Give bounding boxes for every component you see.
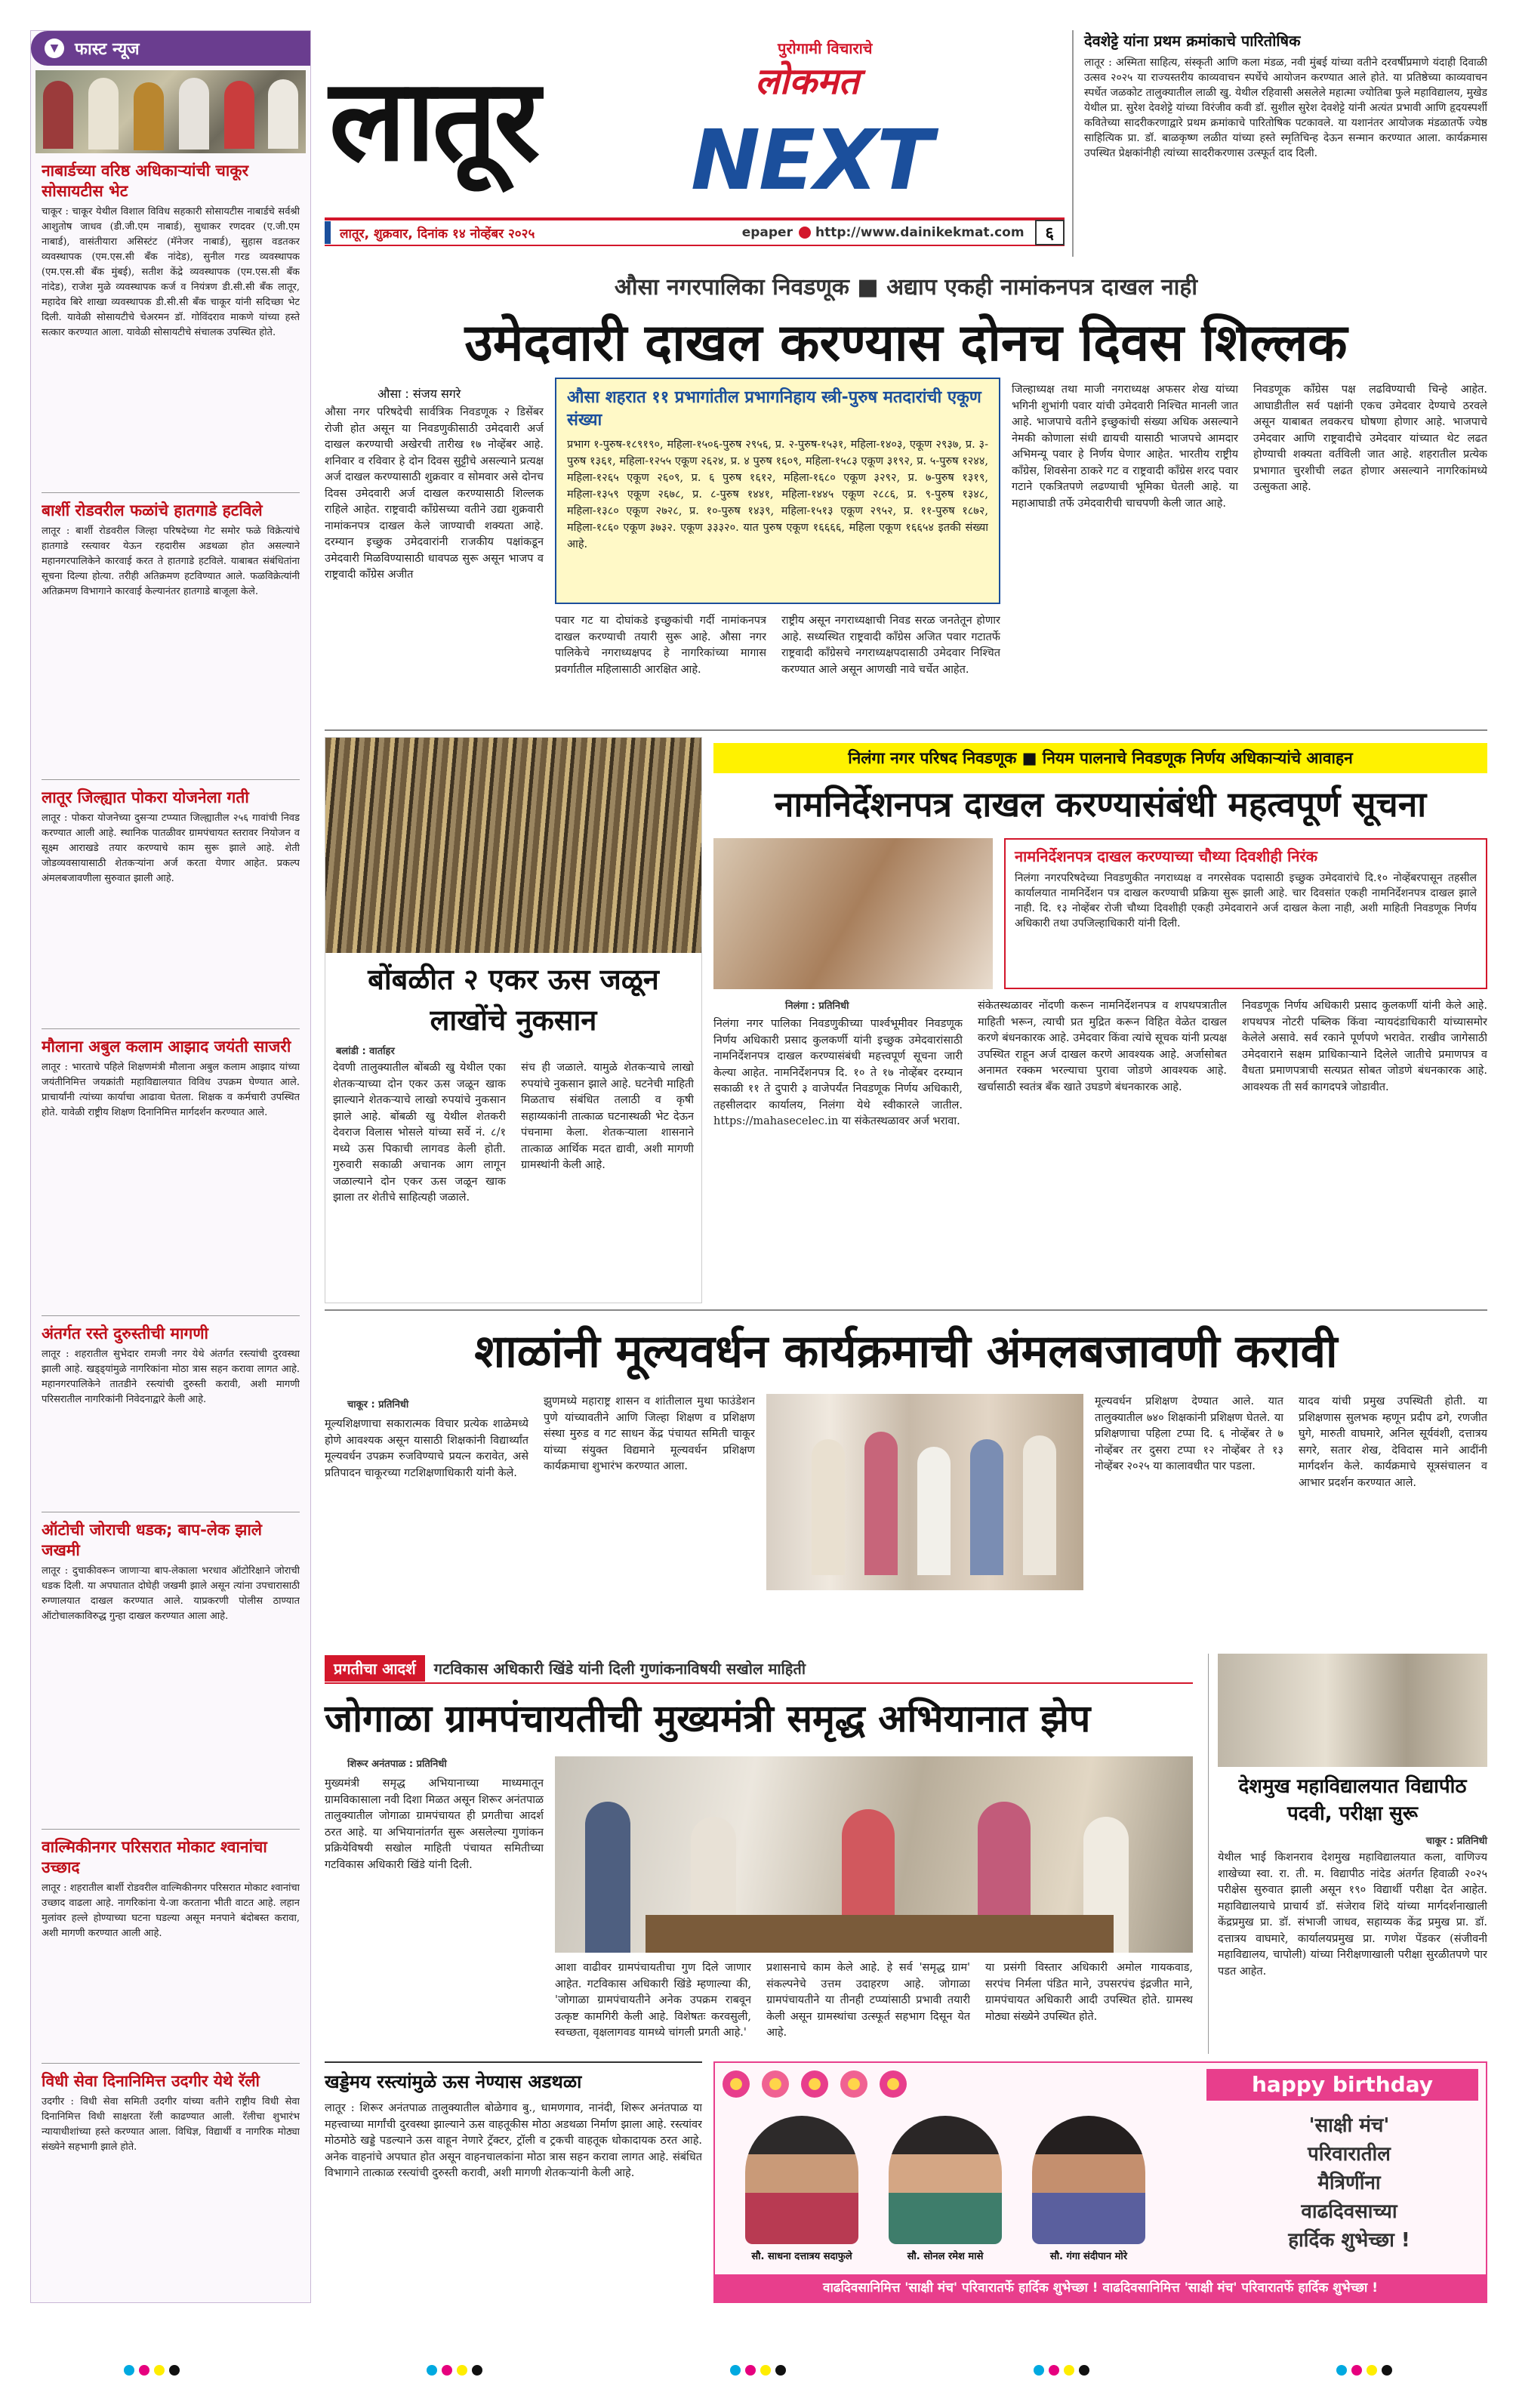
side-item: लातूर जिल्ह्यात पोकरा योजनेला गती लातूर : पोकरा योजनेच्या दुसऱ्या टप्प्यात जिल्ह्यातील २५६ गावांची निवड करण्यात आली आहे. स्थानिक पातळीवर ग्रामपंचायत स्तरावर नियोजन व सूक्ष्म आराखडे तयार करण्याचे काम सुरू झाले आहे. शेती जोडव्यवसायासाठी शेतकऱ्यांना अर्ज करता येणार आहेत. प्रकल्प अंमलबजावणीला सुरुवात झाली आहे. bbox=[42, 780, 300, 1029]
dateline: लातूर, शुक्रवार, दिनांक १४ नोव्हेंबर २०२५ bbox=[340, 226, 535, 242]
page-number: ६ bbox=[1035, 220, 1065, 245]
jogala-banner bbox=[325, 1654, 1193, 1684]
ausa-kicker: औसा नगरपालिका निवडणूक ■ अद्याप एकही नामांकनपत्र दाखल नाही bbox=[614, 273, 1198, 301]
birthday-header: happy birthday bbox=[1206, 2069, 1478, 2101]
nilanga-box-body: निलंगा नगरपरिषदेच्या निवडणुकीत नगराध्यक्ष व नगरसेवक पदासाठी इच्छुक उमेदवारांचे दि.१० नोव्हेंबरपासून तहसील कार्यालयात नामनिर्देशन पत्र दाखल करण्याची प्रक्रिया सुरू झाली आहे. चार दिवसांत एकही नामनिर्देशनपत्र दाखल झाले नाही. दि. १३ नोव्हेंबर रोजी चौथ्या दिवशीही एकही उमेदवाराने अर्ज दाखल केला नाही, अशी माहिती निवडणूक निर्णय अधिकारी तथा उपजिल्हाधिकारी यांनी दिली. bbox=[1015, 872, 1477, 930]
bombali-col1: देवणी तालुक्यातील बोंबळी खु येथील एका शेतकऱ्याच्या दोन एकर ऊस जळून खाक झाल्याने शेतकऱ्याचे लाखो रुपयांचे नुकसान झाले आहे. बोंबळी खु येथील शेतकरी देवराज विलास भोसले यांच्या सर्वे नं. ८/१ मध्ये ऊस पिकाची लागवड केली होती. गुरुवारी सकाळी अचानक आग लागून जळाल्याने दोन एकर ऊस जळून खाक झाला तर शेतीचे साहित्यही जळाले. bbox=[333, 1062, 506, 1204]
shala-headline: शाळांनी मूल्यवर्धन कार्यक्रमाची अंमलबजावणी करावी bbox=[474, 1325, 1338, 1378]
website-link[interactable]: http://www.dainikekmat.com bbox=[815, 225, 1025, 240]
side-item: नाबार्डच्या वरिष्ठ अधिकाऱ्यांची चाकूर सोसायटीस भेट चाकूर : चाकूर येथील विशाल विविध सहकारी सोसायटीस नाबार्डचे सर्वश्री आशुतोष जाधव (डी.जी.एम नाबार्ड), सुधाकर रणदवर (ए.जी.एम नाबार्ड), वासंतीयारा असिस्टंट (मॅनेजर नाबार्ड), सुहास वडतकर व्यवस्थापक (एम.एस.सी बँक नांदेड), सुनील गरड व्यवस्थापक (एम.एस.सी बँक मुंबई), सतीश केंद्रे व्यवस्थापक (एम.एस.सी बँक नांदेड), राजेश मुळे व्यवस्थापक कर्ज व नियंत्रण डी.सी.सी बँक लातूर, महादेव बिरे शाखा व्यवस्थापक डी.सी.सी बँक चाकूर यांनी सदिच्छा भेट दिली. यावेळी सोसायटीचे चेअरमन डॉ. गोविंदराव माकणे यांच्या हस्ते सत्कार करण्यात आला. यावेळी सोसायटीचे संचालक उपस्थित होते. bbox=[42, 153, 300, 493]
side-item: ऑटोची जोराची धडक; बाप-लेक झाले जखमी लातूर : दुचाकीवरून जाणाऱ्या बाप-लेकाला भरधाव ऑटोरिक्षाने जोराची धडक दिली. या अपघातात दोघेही जखमी झाले असून त्यांना उपचारासाठी रुग्णालयात दाखल करण्यात आले. याप्रकरणी पोलीस ठाण्यात ऑटोचालकाविरुद्ध गुन्हा दाखल करण्यात आला आहे. bbox=[42, 1512, 300, 1830]
flower-icon bbox=[723, 2070, 750, 2098]
shala-photo bbox=[766, 1394, 1083, 1590]
bombali-story bbox=[325, 737, 702, 1303]
birthday-wish: 'साक्षी मंच' परिवारातील मैत्रिणींना वाढदिवसाच्या हार्दिक शुभेच्छा ! bbox=[1288, 2114, 1410, 2252]
nilanga-col2: संकेतस्थळावर नोंदणी करून नामनिर्देशनपत्र व शपथपत्रातील माहिती भरून, त्याची प्रत मुद्रित करून विहित वेळेत दाखल करणे बंधनकारक आहे. उमेदवार किंवा त्यांचे सूचक यांनी प्रत्यक्ष उपस्थित राहून अर्ज दाखल करणे आवश्यक आहे. अर्जासोबत अनामत रक्कम भरल्याचा पुरावा जोडणे आवश्यक आहे. खर्चासाठी स्वतंत्र बँक खाते उघडणे बंधनकारक आहे. bbox=[978, 1000, 1227, 1093]
khadde-headline: खड्डेमय रस्त्यांमुळे ऊस नेण्यास अडथळा bbox=[325, 2071, 582, 2092]
award-box bbox=[1072, 30, 1487, 257]
khadde-story bbox=[325, 2061, 702, 2303]
birthday-name: सौ. साधना दत्तात्रय सदाफुले bbox=[751, 2251, 852, 2262]
globe-icon bbox=[799, 227, 811, 239]
portrait bbox=[745, 2116, 858, 2244]
nilanga-col3: निवडणूक निर्णय अधिकारी प्रसाद कुलकर्णी यांनी केले आहे. शपथपत्र नोटरी पब्लिक किंवा न्यायदंडाधिकारी यांच्यासमोर केलेले असावे. सर्व रकाने पूर्णपणे भरावेत. राखीव जागेसाठी उमेदवाराने सक्षम प्राधिकाऱ्याने दिलेले जातीचे प्रमाणपत्र व वैधता प्रमाणपत्राची सत्यप्रत सोबत जोडणे बंधनकारक आहे. आवश्यक ती सर्व कागदपत्रे जोडावीत. bbox=[1242, 1000, 1487, 1093]
birthday-name: सौ. गंगा संदीपान मोरे bbox=[1049, 2251, 1128, 2262]
side-item: बार्शी रोडवरील फळांचे हातगाडे हटविले लातूर : बार्शी रोडवरील जिल्हा परिषदेच्या गेट समोर फळे विक्रेत्यांचे हातगाडे रस्त्यावर येऊन रहदारीस अडथळा होत असल्याने महानगरपालिकेने कारवाई करत ते हातगाडे हटविले. याबाबत संबंधितांना सूचना दिल्या होत्या. तरीही अतिक्रमण हटविण्यात आले. फळविक्रेत्यांनी अतिक्रमण विभागाने कारवाई केल्यानंतर हातगाडे बाजूला केले. bbox=[42, 493, 300, 780]
flower-icon bbox=[801, 2070, 828, 2098]
birthday-ad bbox=[713, 2061, 1487, 2303]
shala-col1: मूल्यशिक्षणाचा सकारात्मक विचार प्रत्येक शाळेमध्ये होणे आवश्यक असून यासाठी शिक्षकांनी विद्यार्थ्यांत मूल्यवर्धन उपक्रम रुजविण्याचे प्रयत्न करावेत, असे प्रतिपादन चाकूरच्या गटशिक्षणाधिकारी यांनी केले. bbox=[325, 1418, 528, 1479]
chevron-down-icon: ▼ bbox=[45, 39, 64, 58]
nilanga-box bbox=[1004, 838, 1487, 989]
flower-icon bbox=[880, 2070, 907, 2098]
flower-row bbox=[723, 2070, 1183, 2101]
award-title: देवशेट्टे यांना प्रथम क्रमांकाचे पारितोषिक bbox=[1084, 32, 1301, 50]
jogala-col2: आशा वाढीवर ग्रामपंचायतीचा गुण दिले जाणार आहेत. गटविकास अधिकारी खिंडे म्हणाल्या की, 'जोगाळा ग्रामपंचायतीने अनेक उपक्रम राबवून उत्कृष्ट कामगिरी केली आहे. विशेषतः करवसुली, स्वच्छता, वृक्षलागवड यामध्ये चांगली प्रगती आहे.' bbox=[555, 1962, 751, 2039]
shala-col2: झुणमध्ये महाराष्ट्र शासन व शांतीलाल मुथा फाउंडेशन पुणे यांच्यावतीने आणि जिल्हा शिक्षण व प्रशिक्षण संस्था मुरुड व गट साधन केंद्र पंचायत समिती चाकूर यांच्या संयुक्त विद्यमाने मूल्यवर्धन प्रशिक्षण कार्यक्रमाचा शुभारंभ करण्यात आला. bbox=[544, 1395, 755, 1472]
birthday-footer: वाढदिवसानिमित्त 'साक्षी मंच' परिवारातर्फे हार्दिक शुभेच्छा ! वाढदिवसानिमित्त 'साक्षी मंच' परिवारातर्फे हार्दिक शुभेच्छा ! bbox=[715, 2274, 1486, 2302]
bombali-col2: संच ही जळाले. यामुळे शेतकऱ्याचे लाखो रुपयांचे नुकसान झाले आहे. घटनेची माहिती मिळताच संबंधित तलाठी व कृषी सहाय्यकांनी तात्काळ घटनास्थळी भेट देऊन पंचनामा केला. शेतकऱ्याला शासनाने तात्काळ आर्थिक मदत द्यावी, अशी मागणी ग्रामस्थांनी केली आहे. bbox=[521, 1062, 694, 1171]
divider bbox=[325, 1309, 1487, 1311]
registration-marks bbox=[0, 2356, 1516, 2386]
side-item: वाल्मिकीनगर परिसरात मोकाट श्वानांचा उच्छाद लातूर : शहरातील बार्शी रोडवरील वाल्मिकीनगर परिसरात मोकाट श्वानांचा उच्छाद वाढला आहे. नागरिकांना ये-जा करताना भीती वाटत आहे. लहान मुलांवर हल्ले होण्याच्या घटना घडल्या असून मनपाने बंदोबस्त करावा, अशी मागणी करण्यात आली आहे. bbox=[42, 1830, 300, 2064]
deshmukh-headline: देशमुख महाविद्यालयात विद्यापीठ पदवी, परीक्षा सुरू bbox=[1238, 1775, 1467, 1825]
jogala-col4: या प्रसंगी विस्तार अधिकारी अमोल गायकवाड, सरपंच निर्मला पंडित माने, उपसरपंच इंद्रजीत माने, ग्रामपंचायत अधिकारी आदी उपस्थित होते. ग्रामस्थ मोठ्या संख्येने उपस्थित होते. bbox=[985, 1962, 1193, 2023]
flower-icon bbox=[762, 2070, 789, 2098]
jogala-col3: प्रशासनाचे काम केले आहे. हे सर्व 'समृद्ध ग्राम' संकल्पनेचे उत्तम उदाहरण आहे. जोगाळा ग्रामपंचायतीने या तीनही टप्प्यांसाठी प्रभावी तयारी केली असून ग्रामस्थांचा उत्स्फूर्त सहभाग दिसून येत आहे. bbox=[766, 1962, 970, 2039]
side-item: विधी सेवा दिनानिमित्त उदगीर येथे रॅली उदगीर : विधी सेवा समिती उदगीर यांच्या वतीने राष्ट्रीय विधी सेवा दिनानिमित्त विधी साक्षरता रॅली काढण्यात आली. रॅलीचा शुभारंभ न्यायाधीशांच्या हस्ते करण्यात आला. विधिज्ञ, विद्यार्थी व नागरिक मोठ्या संख्येने सहभागी झाले होते. bbox=[42, 2072, 300, 2153]
khadde-body: लातूर : शिरूर अनंतपाळ तालुक्यातील बोळेगाव बु., धामणगाव, नानंदी, शिरूर अनंतपाळ या महत्त्वाच्या मार्गांची दुरवस्था झाल्याने ऊस वाहतूकीस मोठा अडथळा निर्माण झाला आहे. रस्त्यांवर मोठमोठे खड्डे पडल्याने ऊस वाहून नेणारे ट्रॅक्टर, ट्रॉली व ट्रकची वाहतूक धोकादायक ठरत आहे. अनेक वाहनांचे अपघात होत असून वाहनचालकांना मोठा त्रास सहन करावा लागत आहे. संबंधित विभागाने तात्काळ रस्त्यांची दुरुस्ती करावी, अशी मागणी शेतकऱ्यांनी केली आहे. bbox=[325, 2102, 702, 2179]
next-logo: NEXT bbox=[691, 112, 932, 208]
side-item: अंतर्गत रस्ते दुरुस्तीची मागणी लातूर : शहरातील सुभेदार रामजी नगर येथे अंतर्गत रस्त्यांची दुरवस्था झाली आहे. खड्ड्यांमुळे नागरिकांना मोठा त्रास सहन करावा लागत आहे. महानगरपालिकेने तातडीने रस्त्यांची दुरुस्ती करावी, अशी मागणी परिसरातील नागरिकांनी निवेदनाद्वारे केली आहे. bbox=[42, 1316, 300, 1512]
voter-box-title: औसा शहरात ११ प्रभागांतील प्रभागनिहाय स्त्री-पुरुष मतदारांची एकूण संख्या bbox=[567, 388, 981, 430]
deshmukh-photo bbox=[1218, 1654, 1487, 1767]
sidebar-photo bbox=[35, 70, 306, 153]
ausa-voter-box bbox=[555, 378, 1000, 604]
jogala-headline: जोगाळा ग्रामपंचायतीची मुख्यमंत्री समृद्ध अभियानात झेप bbox=[325, 1697, 1091, 1740]
ausa-col5: निवडणूक काँग्रेस पक्ष लढविण्याची चिन्हे आहेत. आघाडीतील सर्व पक्षांनी एकच उमेदवार देण्याचे ठरवले असून याबाबत लवकरच घोषणा होणार आहे. भाजपाचे उमेदवार आणि राष्ट्रवादीचे उमेदवार यांच्यात थेट लढत होण्याची शक्यता वर्तविली जात आहे. शहरातील प्रत्येक प्रभागात चुरशीची लढत होणार असल्याने नागरिकांमध्ये उत्सुकता आहे. bbox=[1253, 384, 1487, 493]
portrait bbox=[1032, 2116, 1145, 2244]
banner-tag: प्रगतीचा आदर्श bbox=[325, 1655, 425, 1682]
shala-byline: चाकूर : प्रतिनिधी bbox=[347, 1399, 409, 1411]
shala-col5: यादव यांची प्रमुख उपस्थिती होती. या प्रशिक्षणास सुलभक म्हणून प्रदीप ढगे, रणजीत घुगे, मारुती वाघमारे, अनिल सूर्यवंशी, दत्तात्रय सगरे, सतार शेख, देविदास माने आदींनी मार्गदर्शन केले. कार्यक्रमाचे सूत्रसंचालन व आभार प्रदर्शन करण्यात आले. bbox=[1299, 1395, 1487, 1489]
nilanga-headline: नामनिर्देशनपत्र दाखल करण्यासंबंधी महत्वपूर्ण सूचना bbox=[774, 784, 1427, 825]
nilanga-col1: निलंगा नगर पालिका निवडणुकीच्या पार्श्वभूमीवर निवडणूक निर्णय अधिकारी प्रसाद कुलकर्णी यांनी इच्छुक उमेदवारांसाठी नामनिर्देशनपत्र दाखल करण्यासंबंधी महत्त्वपूर्ण सूचना जारी केल्या आहेत. नामनिर्देशनपत्र दि. १० ते १७ नोव्हेंबर दरम्यान सकाळी ११ ते दुपारी ३ वाजेपर्यंत निवडणूक निर्णय अधिकारी, तहसीलदार कार्यालय, निलंगा येथे स्वीकारले जातील. https://mahasecelec.in या संकेतस्थळावर अर्ज भरावा. bbox=[713, 1018, 963, 1127]
nilanga-byline: निलंगा : प्रतिनिधी bbox=[785, 1001, 849, 1012]
jogala-byline: शिरूर अनंतपाळ : प्रतिनिधी bbox=[347, 1759, 447, 1770]
ausa-col2b: पवार गट या दोघांकडे इच्छुकांची गर्दी नामांकनपत्र दाखल करण्याची तयारी सुरू आहे. औसा नगर पालिकेचे नगराध्यक्षपद हे नागरिकांच्या मागास प्रवर्गातील महिलासाठी आरक्षित आहे. bbox=[555, 615, 766, 676]
ausa-col1: औसा नगर परिषदेची सार्वत्रिक निवडणूक २ डिसेंबर रोजी होत असून या निवडणुकीसाठी उमेदवारी अर्ज दाखल करण्याची अखेरची तारीख १७ नोव्हेंबर आहे. शनिवार व रविवार हे दोन दिवस सुट्टीचे असल्याने प्रत्यक्ष अर्ज दाखल करण्यासाठी शुक्रवार व सोमवार असे दोनच दिवस उमेदवारी अर्ज दाखल करण्यासाठी शिल्लक राहिले आहेत. राष्ट्रवादी काँग्रेसच्या वतीने उद्या शुक्रवारी नामांकनपत्र दाखल केले जाण्याची शक्यता आहे. दरम्यान इच्छुक उमेदवारांनी राजकीय पक्षांकडून उमेदवारी मिळविण्यासाठी धावपळ सुरू असून भाजप व राष्ट्रवादी काँग्रेस अजीत bbox=[325, 406, 544, 581]
sidebar-header bbox=[31, 31, 310, 66]
jogala-col1: मुख्यमंत्री समृद्ध अभियानाच्या माध्यमातून ग्रामविकासाला नवी दिशा मिळत असून शिरूर अनंतपाळ तालुक्यातील जोगाळा ग्रामपंचायत ही प्रगतीचा आदर्श ठरत आहे. या अभियानांतर्गत सुरू असलेल्या गुणांकन प्रक्रियेविषयी सखोल माहिती पंचायत समितीच्या गटविकास अधिकारी खिंडे यांनी दिली. bbox=[325, 1777, 544, 1871]
ausa-col4: जिल्हाध्यक्ष तथा माजी नगराध्यक्ष अफसर शेख यांच्या भगिनी शुभांगी पवार यांची उमेदवारी निश्चित मानली जात आहे. भाजपाचे वतीने इच्छुकांची संख्या अधिक असल्याने नेमकी कोणाला संधी द्यायची यासाठी भाजपचे आमदार अभिमन्यू पवार हे निर्णय घेणार आहेत. भारतीय राष्ट्रीय काँग्रेस, शिवसेना ठाकरे गट व राष्ट्रवादी काँग्रेस शरद पवार गटाने एकत्रितपणे लढण्याची भूमिका घेतली आहे. या महाआघाडी तर्फे उमेदवारीची चाचपणी केली जात आहे. bbox=[1012, 384, 1238, 510]
jogala-photo bbox=[555, 1756, 1193, 1953]
dateline-bar bbox=[325, 217, 1065, 246]
masthead-logo: लातूर bbox=[329, 55, 538, 187]
bombali-photo bbox=[325, 738, 701, 953]
award-body: लातूर : अस्मिता साहित्य, संस्कृती आणि कला मंडळ, नवी मुंबई यांच्या वतीने दरवर्षीप्रमाणे यंदाही दिवाळी उत्सव २०२५ या राज्यस्तरीय काव्यवाचन स्पर्धेचे आयोजन करण्यात आले होते. या प्रतिष्ठेच्या काव्यवाचन स्पर्धेत जळकोट तालुक्यातील लाळी खु. येथील रहिवासी असलेले महात्मा ज्योतिबा फुले महाविद्यालय, मुखेड येथील प्रा. सुरेश देवशेट्टे यांच्या विरंजीव कवी डॉ. सुशील सुरेश देवशेट्टे यांनी अत्यंत प्रभावी आणि हृदयस्पर्शी कवितेच्या सादरीकरणाद्वारे प्रथम क्रमांकाचे पारितोषिक पटकावले. या यशानंतर आयोजक मंडळातर्फे ज्येष्ठ साहित्यिक प्रा. डॉ. बाळकृष्ण लळीत यांच्या हस्ते स्मृतिचिन्ह देऊन सन्मान करण्यात आला. कार्यक्रमास उपस्थित प्रेक्षकांनीही त्यांच्या सादरीकरणास उत्स्फूर्त दाद दिली. bbox=[1084, 57, 1487, 159]
fast-news-sidebar bbox=[30, 30, 311, 2303]
sidebar-title: फास्ट न्यूज bbox=[75, 40, 140, 59]
banner-text: गटविकास अधिकारी खिंडे यांनी दिली गुणांकनाविषयी सखोल माहिती bbox=[433, 1659, 806, 1678]
deshmukh-story bbox=[1208, 1654, 1487, 2054]
voter-box-body: प्रभाग १-पुरुष-१८९१९०, महिला-१५०६-पुरुष २९५६, प्र. २-पुरुष-१५३१, महिला-१४०३, एकूण २९३७, प्र. ३-पुरुष १३६१, महिला-१२५५ एकूण २६२४, प्र. ४ पुरुष १६०९, महिला-१५८३ एकूण ३१९२, प्र. ५-पुरुष १२४४, महिला-१२६५ एकूण २६०९, प्र. ६ पुरुष १६१२, महिला-१६८० एकूण ३२९२, प्र. ७-पुरुष १३१९, महिला-१३५९ एकूण २६७८, प्र. ८-पुरुष १४४१, महिला-१४४५ एकूण २८८६, प्र. ९-पुरुष १३४८, महिला-१३८० एकूण २७२८, प्र. १०-पुरुष १४३९, महिला-१५१३ एकूण २९५२, प्र. ११-पुरुष १८७२, महिला-१८६० एकूण ३७३२. एकूण ३३३२०. यात पुरुष एकूण १६६६६, महिला एकूण १६६५४ इतकी संख्या आहे. bbox=[567, 439, 988, 550]
ausa-col3: राष्ट्रीय असून नगराध्यक्षाची निवड सरळ जनतेतून होणार आहे. सध्यस्थित राष्ट्रवादी काँग्रेस अजित पवार गटातर्फे राष्ट्रवादी काँग्रेसचे नगराध्यक्षपदासाठी उमेदवार निश्चित करण्यात आले असून आणखी नावे चर्चेत आहेत. bbox=[781, 615, 1000, 676]
deshmukh-byline: चाकूर : प्रतिनिधी bbox=[1425, 1836, 1487, 1847]
portrait bbox=[889, 2116, 1002, 2244]
masthead bbox=[325, 30, 1065, 257]
brand-logo: लोकमत bbox=[755, 60, 859, 103]
bombali-byline: बलांडी : वार्ताहर bbox=[336, 1046, 395, 1057]
bombali-headline: बोंबळीत २ एकर ऊस जळून लाखोंचे नुकसान bbox=[368, 963, 659, 1037]
shala-col4: मूल्यवर्धन प्रशिक्षण देण्यात आले. यात तालुक्यातील ७४० शिक्षकांनी प्रशिक्षण घेतले. या प्रशिक्षणाचा पहिला टप्पा दि. ६ नोव्हेंबर ते ७ नोव्हेंबर तर दुसरा टप्पा १२ नोव्हेंबर ते १३ नोव्हेंबर २०२५ या कालावधीत पार पडला. bbox=[1095, 1395, 1283, 1472]
nilanga-banner: निलंगा नगर परिषद निवडणूक ■ नियम पालनाचे निवडणूक निर्णय अधिकाऱ्यांचे आवाहन bbox=[713, 743, 1487, 773]
nilanga-photo bbox=[713, 838, 993, 989]
flower-icon bbox=[840, 2070, 867, 2098]
deshmukh-body: येथील भाई किशनराव देशमुख महाविद्यालयात कला, वाणिज्य शाखेच्या स्वा. रा. ती. म. विद्यापीठ नांदेड अंतर्गत हिवाळी २०२५ परीक्षेस सुरुवात झाली असून १९० विद्यार्थी परीक्षा देत आहेत. महाविद्यालयाचे प्राचार्य डॉ. संजेराव शिंदे यांच्या मार्गदर्शनाखाली केंद्रप्रमुख प्रा. डॉ. संभाजी जाधव, सहाय्यक केंद्र प्रमुख प्रा. डॉ. दत्तात्रय वाघमारे, कार्यालयप्रमुख प्रा. गणेश पेंडकर (संजीवनी महाविद्यालय, चापोली) यांच्या निरीक्षणाखाली परीक्षा सुरळीतपणे पार पडत आहेत. bbox=[1218, 1851, 1487, 1978]
birthday-name: सौ. सोनल रमेश मासे bbox=[907, 2251, 984, 2262]
masthead-tagline: पुरोगामी विचाराचे bbox=[778, 39, 873, 57]
divider bbox=[325, 729, 1487, 731]
ausa-byline: औसा : संजय सगरे bbox=[377, 387, 461, 401]
side-item: मौलाना अबुल कलाम आझाद जयंती साजरी लातूर : भारताचे पहिले शिक्षणमंत्री मौलाना अबुल कलाम आझाद यांच्या जयंतीनिमित्त जयक्रांती महाविद्यालयात विविध उपक्रम घेण्यात आले. प्राचार्यांनी त्यांच्या कार्याचा आढावा घेतला. शिक्षक व कर्मचारी उपस्थित होते. यावेळी राष्ट्रीय शिक्षण दिनानिमित्त मार्गदर्शन करण्यात आले. bbox=[42, 1029, 300, 1316]
nilanga-box-title: नामनिर्देशनपत्र दाखल करण्याच्या चौथ्या दिवशीही निरंक bbox=[1015, 847, 1317, 865]
ausa-headline: उमेदवारी दाखल करण्यास दोनच दिवस शिल्लक bbox=[464, 313, 1348, 373]
epaper-label: epaper bbox=[741, 225, 793, 240]
